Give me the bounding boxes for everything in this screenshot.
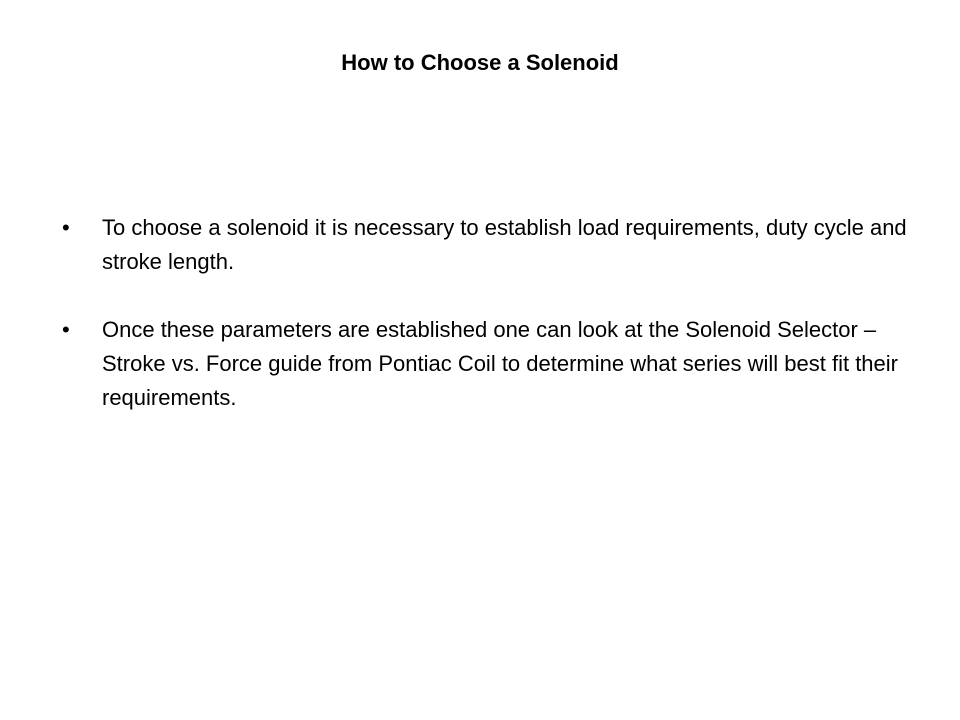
- bullet-icon: •: [62, 317, 70, 342]
- slide-title: How to Choose a Solenoid: [341, 50, 619, 75]
- bullet-text: Once these parameters are established one can look at the Solenoid Selector – Stroke vs. Force guide from Pontiac Coil to determine what series will best fit their requirements.: [102, 317, 898, 410]
- bullet-text: To choose a solenoid it is necessary to establish load requirements, duty cycle and stroke length.: [102, 215, 907, 274]
- bullet-item-solenoid-selector: [62, 313, 922, 415]
- bullet-icon: •: [62, 215, 70, 240]
- bullet-item-load-requirements: [62, 211, 922, 279]
- bullet-list: [62, 211, 922, 449]
